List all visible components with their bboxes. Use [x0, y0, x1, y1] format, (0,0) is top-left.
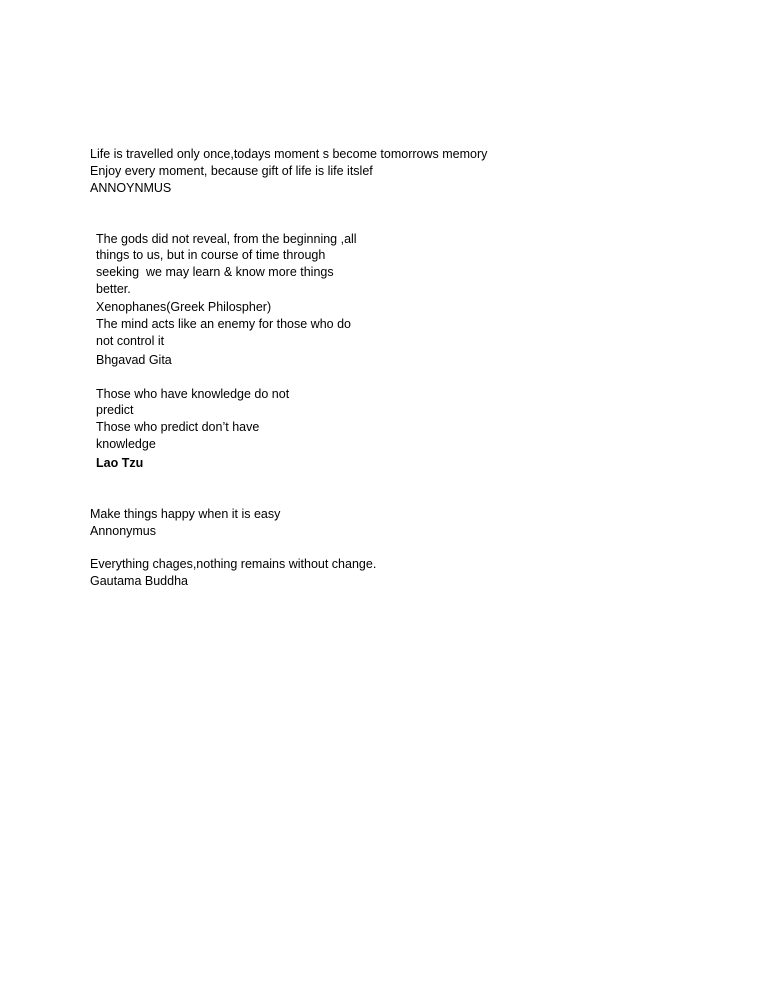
quote-2-line-2: things to us, but in course of time through [96, 248, 326, 262]
quote-2-line-1: The gods did not reveal, from the beginning ,all [96, 232, 357, 246]
quote-4-line-2: predict [96, 403, 134, 417]
quote-5-author: Annonymus [90, 524, 157, 538]
quote-6-line-1: Everything chages,nothing remains without change. [90, 557, 377, 571]
quote-1-line-2: Enjoy every moment, because gift of life is life itslef [90, 164, 373, 178]
quote-5-line-1: Make things happy when it is easy [90, 507, 281, 521]
quote-3-author: Bhgavad Gita [96, 353, 172, 367]
quote-4-line-1: Those who have knowledge do not [96, 387, 290, 401]
quote-4-author: Lao Tzu [96, 456, 144, 470]
quote-2-line-3: seeking we may learn & know more things [96, 265, 334, 279]
quote-3-line-2: not control it [96, 334, 165, 348]
quote-1-author: ANNOYNMUS [90, 181, 172, 195]
quote-2-author: Xenophanes(Greek Philospher) [96, 300, 272, 314]
quote-4-line-3: Those who predict don’t have [96, 420, 260, 434]
quote-1-line-1: Life is travelled only once,todays moment s become tomorrows memory [90, 147, 488, 161]
quote-2-line-4: better. [96, 282, 131, 296]
quote-3-line-1: The mind acts like an enemy for those who do [96, 317, 351, 331]
quote-4-line-4: knowledge [96, 437, 156, 451]
quote-6-author: Gautama Buddha [90, 574, 188, 588]
